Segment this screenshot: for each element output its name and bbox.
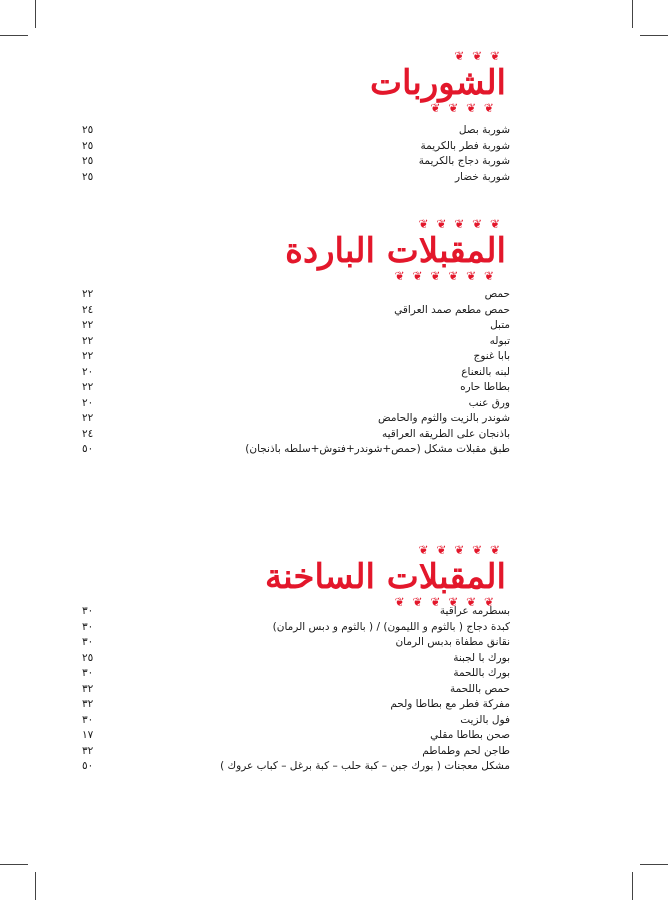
menu-item xyxy=(82,380,510,396)
item-price: ٣٠ xyxy=(82,620,94,633)
item-price: ٢٢ xyxy=(82,350,94,362)
crop-mark xyxy=(35,872,36,900)
menu-item xyxy=(82,318,510,334)
item-name: حمص xyxy=(484,288,510,300)
item-name: شوندر بالزيت والثوم والحامض xyxy=(377,412,510,424)
section-title-cold-appetizers xyxy=(285,217,506,283)
ornament-icon: ❦ ❦ ❦ ❦ ❦ xyxy=(418,217,502,231)
item-name: شوربة بصل xyxy=(458,124,510,136)
item-name: كبدة دجاج ( بالثوم و الليمون) / ( بالثوم و دبس الرمان) xyxy=(272,620,510,633)
menu-item xyxy=(82,334,510,350)
item-price: ٢٢ xyxy=(82,334,94,347)
menu-item xyxy=(82,682,510,698)
menu-item xyxy=(82,728,510,744)
item-price: ٢٢ xyxy=(82,381,94,393)
item-price: ٣٢ xyxy=(82,744,94,757)
item-name: ورق عنب xyxy=(468,396,510,409)
item-name: بطاطا حاره xyxy=(460,381,510,393)
item-name: شوربة دجاج بالكريمة xyxy=(418,155,510,167)
menu-item xyxy=(82,635,510,651)
menu-list-cold-appetizers xyxy=(82,287,510,458)
item-name: لبنه بالنعناع xyxy=(461,365,510,378)
menu-item xyxy=(82,759,510,775)
item-name: مفركة فطر مع بطاطا ولحم xyxy=(390,698,510,710)
item-price: ٥٠ xyxy=(82,760,94,772)
item-name: طبق مقبلات مشكل (حمص+شوندر+فتوش+سلطه باذنجان) xyxy=(245,443,510,455)
item-price: ١٧ xyxy=(82,729,94,741)
item-price: ٥٠ xyxy=(82,443,94,455)
menu-item xyxy=(82,442,510,458)
item-price: ٢٠ xyxy=(82,365,94,378)
crop-mark xyxy=(632,872,633,900)
ornament-icon: ❦ ❦ ❦ ❦ ❦ ❦ xyxy=(394,595,496,609)
item-price: ٣٠ xyxy=(82,713,94,726)
crop-mark xyxy=(640,35,668,36)
crop-mark xyxy=(35,0,36,28)
item-name: بورك با لجبنة xyxy=(453,651,510,664)
item-name: بابا غنوج xyxy=(473,350,510,362)
ornament-icon: ❦ ❦ ❦ ❦ ❦ xyxy=(418,543,502,557)
menu-item xyxy=(82,365,510,381)
menu-item xyxy=(82,411,510,427)
item-name: متبل xyxy=(490,319,510,331)
item-name: شوربة فطر بالكريمة xyxy=(420,139,510,152)
item-price: ٣٠ xyxy=(82,636,94,648)
item-name: تبوله xyxy=(489,334,510,347)
menu-item xyxy=(82,620,510,636)
item-price: ٣٠ xyxy=(82,605,94,617)
item-name: بسطرمه عراقية xyxy=(439,605,510,617)
item-price: ٢٢ xyxy=(82,319,94,331)
item-name: فول بالزيت xyxy=(460,713,510,726)
item-name: مشكل معجنات ( بورك جبن – كبة حلب – كبة برغل – كباب عروك ) xyxy=(220,760,510,772)
menu-item xyxy=(82,697,510,713)
item-price: ٢٠ xyxy=(82,396,94,409)
item-price: ٢٢ xyxy=(82,288,94,300)
menu-item xyxy=(82,139,510,155)
item-name: نقانق مطفاة بدبس الرمان xyxy=(395,636,510,648)
section-title-text: المقبلات الساخنة xyxy=(264,557,506,597)
menu-item xyxy=(82,396,510,412)
menu-item xyxy=(82,170,510,186)
item-price: ٢٥ xyxy=(82,139,94,152)
menu-item xyxy=(82,349,510,365)
item-price: ٢٥ xyxy=(82,155,94,167)
item-name: حمص باللحمة xyxy=(449,682,510,695)
menu-item xyxy=(82,154,510,170)
crop-mark xyxy=(640,864,668,865)
item-price: ٣٢ xyxy=(82,698,94,710)
ornament-icon: ❦ ❦ ❦ xyxy=(454,49,502,63)
menu-item xyxy=(82,123,510,139)
section-title-text: الشوربات xyxy=(370,63,506,103)
item-name: باذنجان على الطريقه العراقيه xyxy=(381,427,510,440)
item-name: شوربة خضار xyxy=(454,170,510,183)
section-title-hot-appetizers xyxy=(264,543,506,609)
item-price: ٢٥ xyxy=(82,124,94,136)
item-name: طاجن لحم وطماطم xyxy=(422,744,510,757)
item-price: ٢٤ xyxy=(82,427,94,440)
item-price: ٣٢ xyxy=(82,682,94,695)
crop-mark xyxy=(632,0,633,28)
crop-mark xyxy=(0,864,28,865)
menu-item xyxy=(82,427,510,443)
ornament-icon: ❦ ❦ ❦ ❦ ❦ ❦ xyxy=(394,269,496,283)
item-name: حمص مطعم صمد العراقي xyxy=(394,303,510,316)
menu-item xyxy=(82,287,510,303)
menu-item xyxy=(82,713,510,729)
item-name: صحن بطاطا مقلي xyxy=(430,729,510,741)
item-name: بورك باللحمة xyxy=(453,667,510,679)
section-title-soups xyxy=(370,49,506,115)
menu-item xyxy=(82,651,510,667)
item-price: ٢٥ xyxy=(82,170,94,183)
menu-item xyxy=(82,604,510,620)
item-price: ٢٢ xyxy=(82,412,94,424)
section-title-text: المقبلات الباردة xyxy=(285,231,506,271)
ornament-icon: ❦ ❦ ❦ ❦ xyxy=(430,101,496,115)
item-price: ٢٥ xyxy=(82,651,94,664)
crop-mark xyxy=(0,35,28,36)
menu-list-hot-appetizers xyxy=(82,604,510,775)
menu-item xyxy=(82,666,510,682)
menu-item xyxy=(82,744,510,760)
menu-list-soups xyxy=(82,123,510,185)
item-price: ٣٠ xyxy=(82,667,94,679)
menu-item xyxy=(82,303,510,319)
item-price: ٢٤ xyxy=(82,303,94,316)
